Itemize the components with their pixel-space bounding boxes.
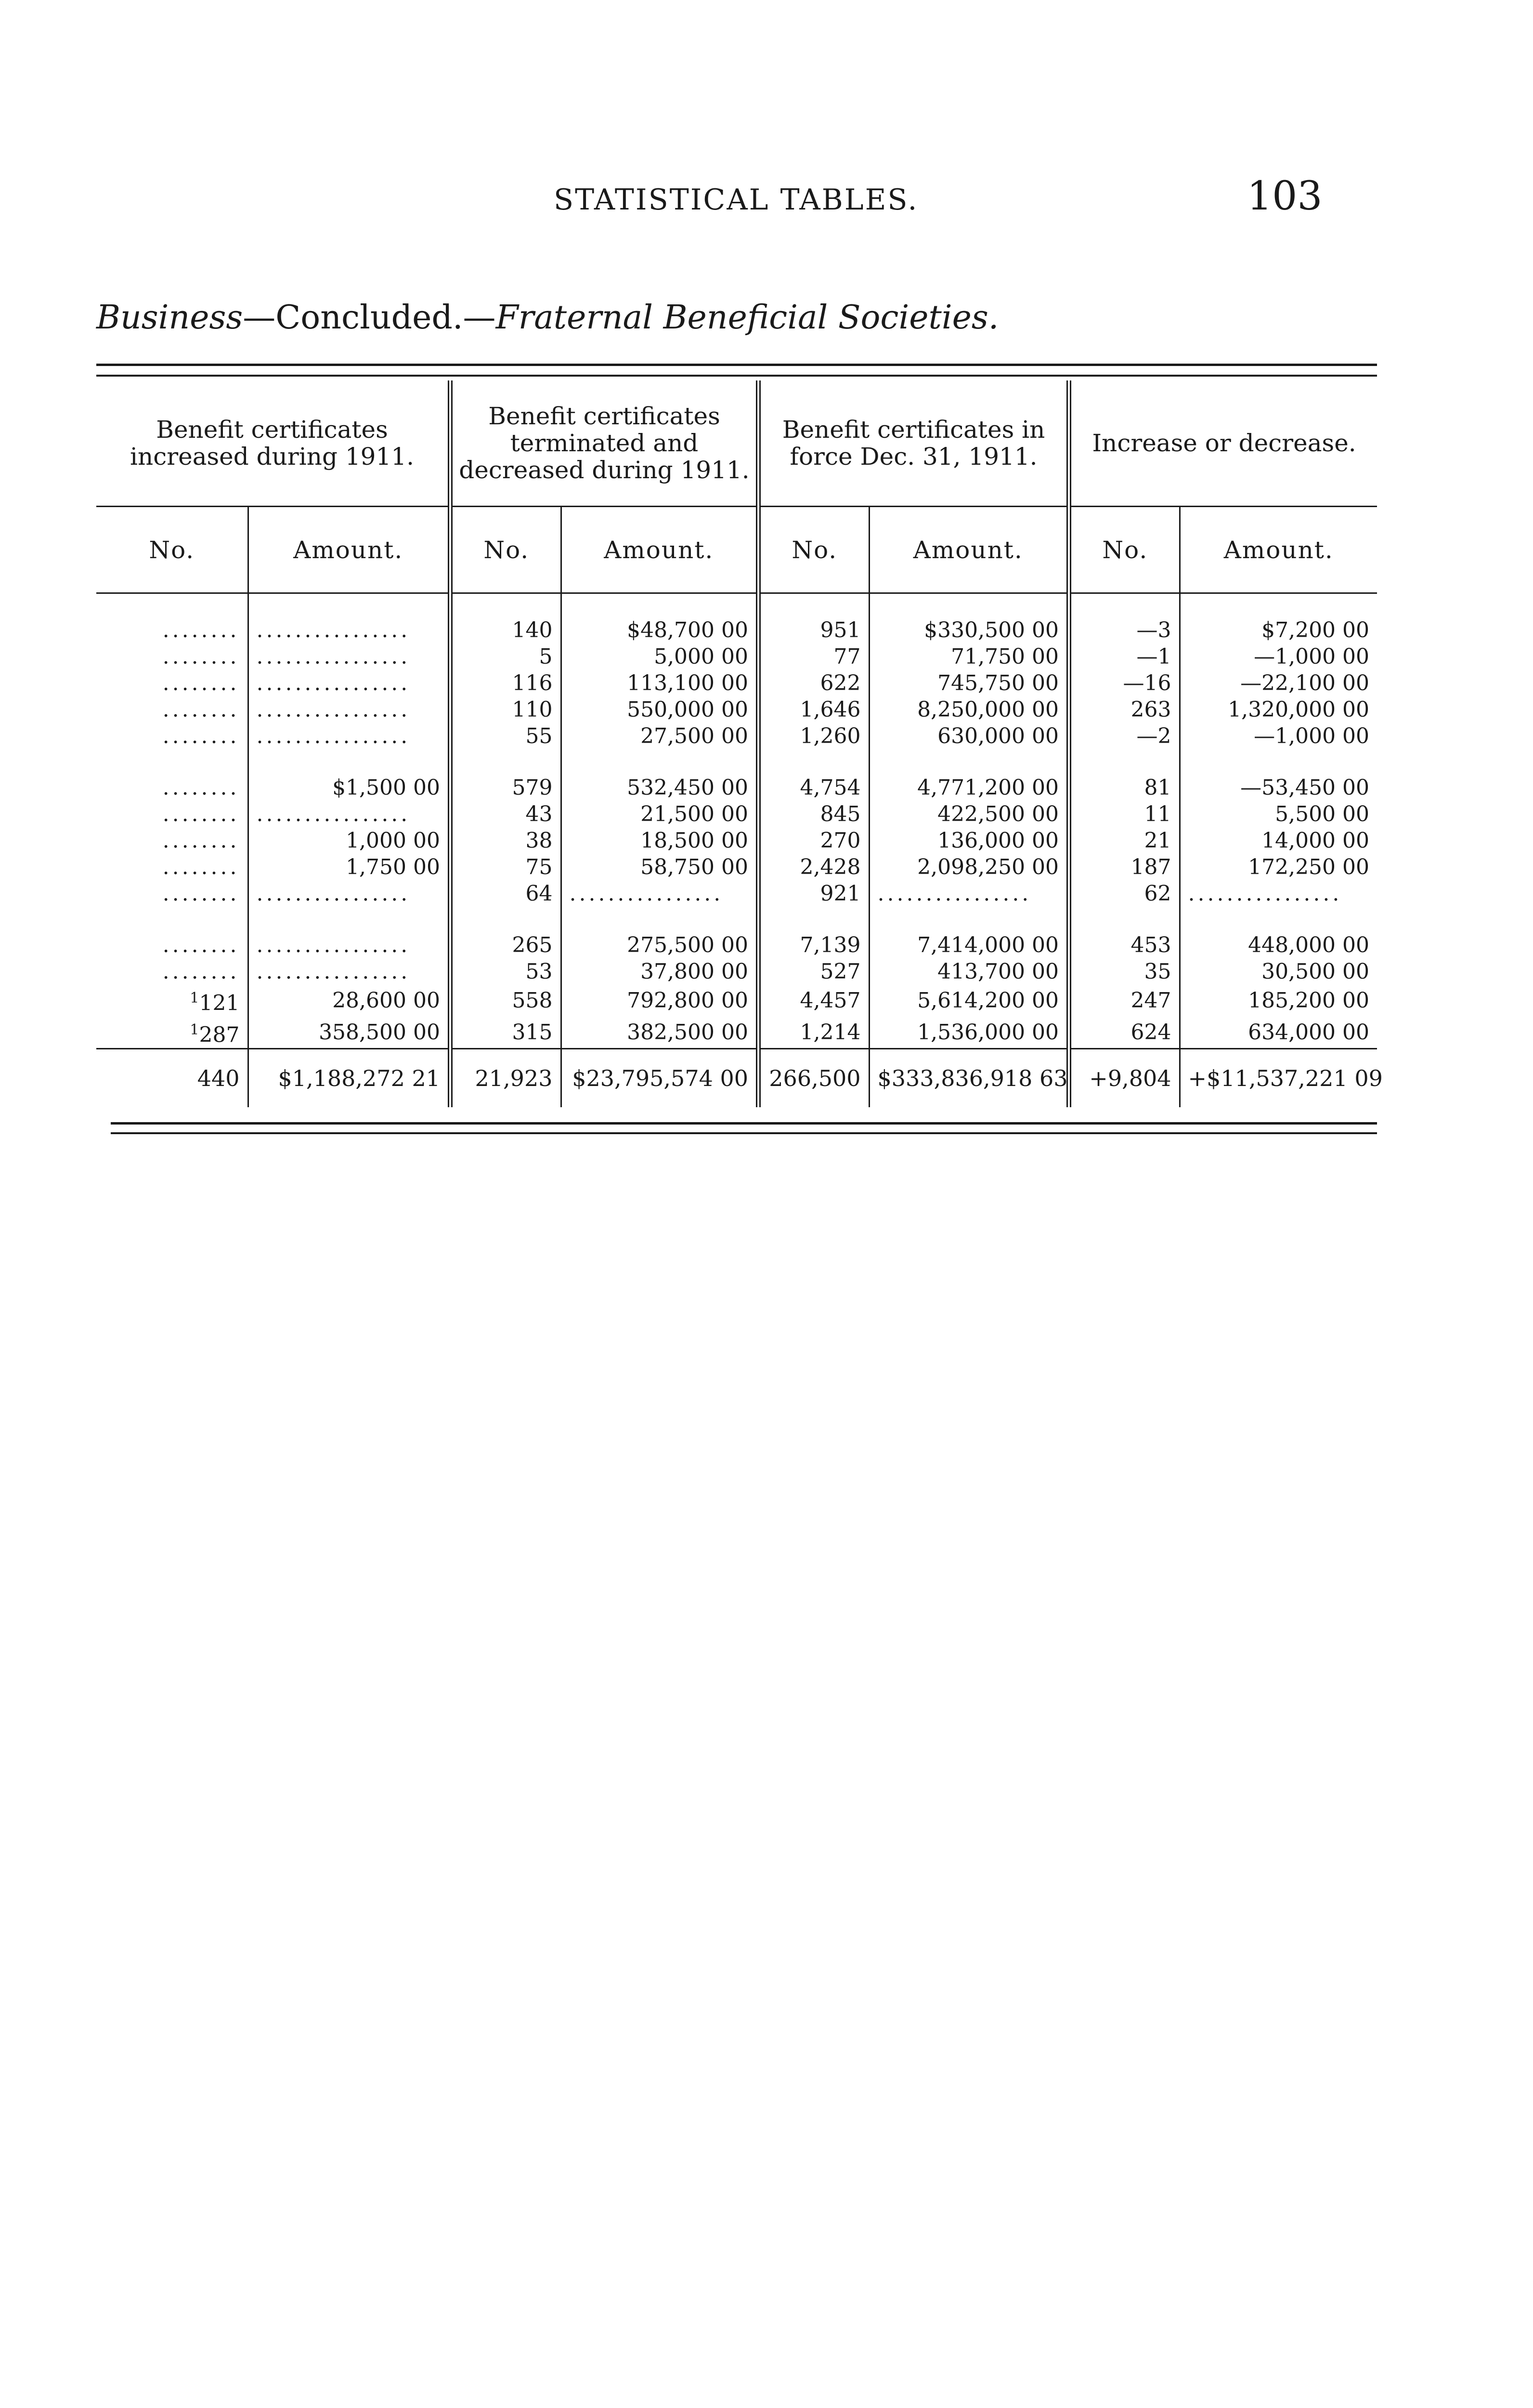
table-cell: 4,457 bbox=[758, 985, 869, 1017]
table-cell: ................ bbox=[248, 958, 450, 985]
table-cell: 579 bbox=[450, 774, 561, 801]
table-cell: ................ bbox=[248, 670, 450, 696]
col-header-no: No. bbox=[758, 507, 869, 593]
table-cell: 37,800 00 bbox=[561, 958, 758, 985]
table-row bbox=[96, 801, 1377, 827]
spacer-cell bbox=[1180, 907, 1377, 932]
table-cell: ................ bbox=[561, 880, 758, 907]
table-cell: 116 bbox=[450, 670, 561, 696]
cell-value: 287 bbox=[199, 1022, 240, 1047]
table-row bbox=[96, 932, 1377, 958]
table-cell: 71,750 00 bbox=[869, 643, 1069, 670]
caption-societies: Fraternal Beneficial Societies. bbox=[495, 299, 999, 337]
table-cell: 558 bbox=[450, 985, 561, 1017]
table-cell: 270 bbox=[758, 827, 869, 854]
table-cell: 1,750 00 bbox=[248, 854, 450, 880]
spacer-cell bbox=[869, 907, 1069, 932]
table-cell: ........ bbox=[96, 827, 248, 854]
table-cell: ........ bbox=[96, 723, 248, 749]
table-cell: 1,000 00 bbox=[248, 827, 450, 854]
col-header-no: No. bbox=[96, 507, 248, 593]
total-cell: 440 bbox=[96, 1049, 248, 1108]
table-cell: —22,100 00 bbox=[1240, 671, 1370, 695]
table-cell: —2 bbox=[1069, 723, 1180, 749]
table-cell: —1,000 00 bbox=[1254, 724, 1370, 748]
table-cell: ................ bbox=[248, 801, 450, 827]
table-cell: 792,800 00 bbox=[561, 985, 758, 1017]
table-cell: 624 bbox=[1069, 1017, 1180, 1049]
total-cell: 21,923 bbox=[450, 1049, 561, 1108]
row-group-spacer bbox=[96, 749, 1377, 774]
table-bottom-rule bbox=[111, 1122, 1377, 1134]
table-cell: 136,000 00 bbox=[869, 827, 1069, 854]
group-header-terminated: Benefit certificates terminated and decreased during 1911. bbox=[450, 380, 758, 507]
table-cell: 185,200 00 bbox=[1248, 988, 1370, 1013]
table-cell: 532,450 00 bbox=[561, 774, 758, 801]
table-cell: 43 bbox=[450, 801, 561, 827]
table-cell: 921 bbox=[758, 880, 869, 907]
table-cell: ........ bbox=[96, 593, 248, 644]
table-cell: 28,600 00 bbox=[248, 985, 450, 1017]
total-cell: $23,795,574 00 bbox=[561, 1049, 758, 1108]
table-cell: 55 bbox=[450, 723, 561, 749]
row-group-spacer bbox=[96, 907, 1377, 932]
table-cell: 8,250,000 00 bbox=[869, 696, 1069, 723]
table-cell: ........ bbox=[96, 670, 248, 696]
total-cell: $333,836,918 63 bbox=[869, 1049, 1069, 1108]
table-cell: 550,000 00 bbox=[561, 696, 758, 723]
spacer-cell bbox=[869, 749, 1069, 774]
table-cell: 315 bbox=[450, 1017, 561, 1049]
total-cell: 266,500 bbox=[758, 1049, 869, 1108]
table-cell: 845 bbox=[758, 801, 869, 827]
footnote-mark: 1 bbox=[190, 990, 199, 1007]
table-cell: 7,414,000 00 bbox=[869, 932, 1069, 958]
table-cell: ........ bbox=[96, 880, 248, 907]
table-cell: 1,536,000 00 bbox=[869, 1017, 1069, 1049]
table-cell: 58,750 00 bbox=[561, 854, 758, 880]
table-caption bbox=[96, 299, 999, 337]
spacer-cell bbox=[450, 749, 561, 774]
table-cell: ................ bbox=[248, 880, 450, 907]
table-cell: 7,139 bbox=[758, 932, 869, 958]
table-cell: 5,500 00 bbox=[1275, 802, 1370, 826]
table-cell: 14,000 00 bbox=[1261, 828, 1370, 853]
table-cell: ........ bbox=[96, 801, 248, 827]
table-cell: —1,000 00 bbox=[1254, 644, 1370, 669]
table-cell: 2,428 bbox=[758, 854, 869, 880]
caption-business: Business bbox=[96, 299, 243, 337]
table-cell bbox=[96, 1017, 248, 1049]
spacer-cell bbox=[248, 907, 450, 932]
table-row bbox=[96, 774, 1377, 801]
total-cell: +$11,537,221 09 bbox=[1180, 1049, 1377, 1108]
table-cell: ........ bbox=[96, 774, 248, 801]
table-cell: 1,646 bbox=[758, 696, 869, 723]
table-cell: 951 bbox=[758, 593, 869, 644]
table-row bbox=[96, 985, 1377, 1017]
table-cell: 5 bbox=[450, 643, 561, 670]
col-header-no: No. bbox=[1069, 507, 1180, 593]
table-cell: 140 bbox=[450, 593, 561, 644]
table-cell: 38 bbox=[450, 827, 561, 854]
table-cell: $1,500 00 bbox=[248, 774, 450, 801]
table-cell: $7,200 00 bbox=[1261, 618, 1370, 642]
spacer-cell bbox=[1069, 749, 1180, 774]
table-body bbox=[96, 593, 1383, 1108]
table-cell: 77 bbox=[758, 643, 869, 670]
cell-value: 121 bbox=[199, 991, 240, 1016]
table-cell: ........ bbox=[96, 643, 248, 670]
statistics-table bbox=[96, 380, 1383, 1107]
table-cell: ................ bbox=[248, 593, 450, 644]
table-cell: 4,754 bbox=[758, 774, 869, 801]
table-cell: 358,500 00 bbox=[248, 1017, 450, 1049]
table-cell: —16 bbox=[1069, 670, 1180, 696]
col-header-amount: Amount. bbox=[1180, 507, 1377, 593]
table-cell: 27,500 00 bbox=[561, 723, 758, 749]
table-cell: ................ bbox=[248, 643, 450, 670]
col-header-no: No. bbox=[450, 507, 561, 593]
spacer-cell bbox=[96, 749, 248, 774]
table-cell: 422,500 00 bbox=[869, 801, 1069, 827]
spacer-cell bbox=[561, 749, 758, 774]
table-cell: ................ bbox=[248, 723, 450, 749]
table-cell: —3 bbox=[1069, 593, 1180, 644]
table-cell: 247 bbox=[1069, 985, 1180, 1017]
table-cell: 30,500 00 bbox=[1261, 959, 1370, 984]
table-cell: 110 bbox=[450, 696, 561, 723]
table-cell: 634,000 00 bbox=[1248, 1020, 1370, 1045]
table-cell: 1,214 bbox=[758, 1017, 869, 1049]
table-cell: 1,260 bbox=[758, 723, 869, 749]
table-cell: 21 bbox=[1069, 827, 1180, 854]
table-cell: 527 bbox=[758, 958, 869, 985]
table-row bbox=[96, 854, 1377, 880]
table-cell: ................ bbox=[869, 880, 1069, 907]
caption-concluded: —Concluded.— bbox=[243, 299, 496, 337]
table-cell: ........ bbox=[96, 932, 248, 958]
table-cell: 453 bbox=[1069, 932, 1180, 958]
table-row bbox=[96, 958, 1377, 985]
table-cell: —1 bbox=[1069, 643, 1180, 670]
footnote-mark: 1 bbox=[190, 1021, 199, 1038]
table-cell: 75 bbox=[450, 854, 561, 880]
table-cell bbox=[96, 985, 248, 1017]
spacer-cell bbox=[758, 749, 869, 774]
spacer-cell bbox=[450, 907, 561, 932]
table-cell: ................ bbox=[248, 696, 450, 723]
table-row bbox=[96, 827, 1377, 854]
total-cell: +9,804 bbox=[1069, 1049, 1180, 1108]
table-cell: 11 bbox=[1069, 801, 1180, 827]
table-row bbox=[96, 723, 1377, 749]
table-cell: 448,000 00 bbox=[1248, 933, 1370, 957]
table-top-rule bbox=[96, 364, 1377, 377]
table-cell: 4,771,200 00 bbox=[869, 774, 1069, 801]
spacer-cell bbox=[1180, 749, 1377, 774]
table-cell: 187 bbox=[1069, 854, 1180, 880]
total-cell: $1,188,272 21 bbox=[248, 1049, 450, 1108]
table-cell: 630,000 00 bbox=[869, 723, 1069, 749]
table-cell: ........ bbox=[96, 854, 248, 880]
spacer-cell bbox=[561, 907, 758, 932]
table-cell: ................ bbox=[1188, 881, 1342, 906]
table-cell: 265 bbox=[450, 932, 561, 958]
table-cell: 64 bbox=[450, 880, 561, 907]
page-number: 103 bbox=[1247, 173, 1323, 219]
spacer-cell bbox=[96, 907, 248, 932]
col-header-amount: Amount. bbox=[248, 507, 450, 593]
table-cell: 172,250 00 bbox=[1248, 855, 1370, 879]
col-header-amount: Amount. bbox=[561, 507, 758, 593]
table-row bbox=[96, 696, 1377, 723]
table-cell: 382,500 00 bbox=[561, 1017, 758, 1049]
table-cell: 263 bbox=[1069, 696, 1180, 723]
spacer-cell bbox=[1069, 907, 1180, 932]
table-cell: 413,700 00 bbox=[869, 958, 1069, 985]
group-header-increase-decrease: Increase or decrease. bbox=[1069, 380, 1377, 507]
table-cell: 53 bbox=[450, 958, 561, 985]
totals-row bbox=[96, 1049, 1377, 1108]
table-cell: 745,750 00 bbox=[869, 670, 1069, 696]
group-header-in-force: Benefit certificates in force Dec. 31, 1911. bbox=[758, 380, 1069, 507]
table-cell: 113,100 00 bbox=[561, 670, 758, 696]
table-cell: 18,500 00 bbox=[561, 827, 758, 854]
table-cell: 5,614,200 00 bbox=[869, 985, 1069, 1017]
table-cell: ........ bbox=[96, 958, 248, 985]
table-cell: 275,500 00 bbox=[561, 932, 758, 958]
table-cell: ................ bbox=[248, 932, 450, 958]
table-cell: ........ bbox=[96, 696, 248, 723]
table-row bbox=[96, 670, 1377, 696]
spacer-cell bbox=[758, 907, 869, 932]
group-header-increased: Benefit certificates increased during 1911. bbox=[96, 380, 450, 507]
table-cell: 1,320,000 00 bbox=[1228, 697, 1370, 722]
col-header-amount: Amount. bbox=[869, 507, 1069, 593]
table-cell: 622 bbox=[758, 670, 869, 696]
table-row bbox=[96, 1017, 1377, 1049]
table-cell: 81 bbox=[1069, 774, 1180, 801]
running-head: STATISTICAL TABLES. bbox=[554, 183, 919, 217]
table-cell: 2,098,250 00 bbox=[869, 854, 1069, 880]
table-cell: 5,000 00 bbox=[561, 643, 758, 670]
table-row bbox=[96, 880, 1377, 907]
table-cell: —53,450 00 bbox=[1240, 775, 1370, 800]
table-cell: 62 bbox=[1069, 880, 1180, 907]
spacer-cell bbox=[248, 749, 450, 774]
table-row bbox=[96, 643, 1377, 670]
table-cell: $48,700 00 bbox=[561, 593, 758, 644]
table-cell: 21,500 00 bbox=[561, 801, 758, 827]
table-cell: 35 bbox=[1069, 958, 1180, 985]
table-cell: $330,500 00 bbox=[869, 593, 1069, 644]
table-row bbox=[96, 593, 1377, 644]
